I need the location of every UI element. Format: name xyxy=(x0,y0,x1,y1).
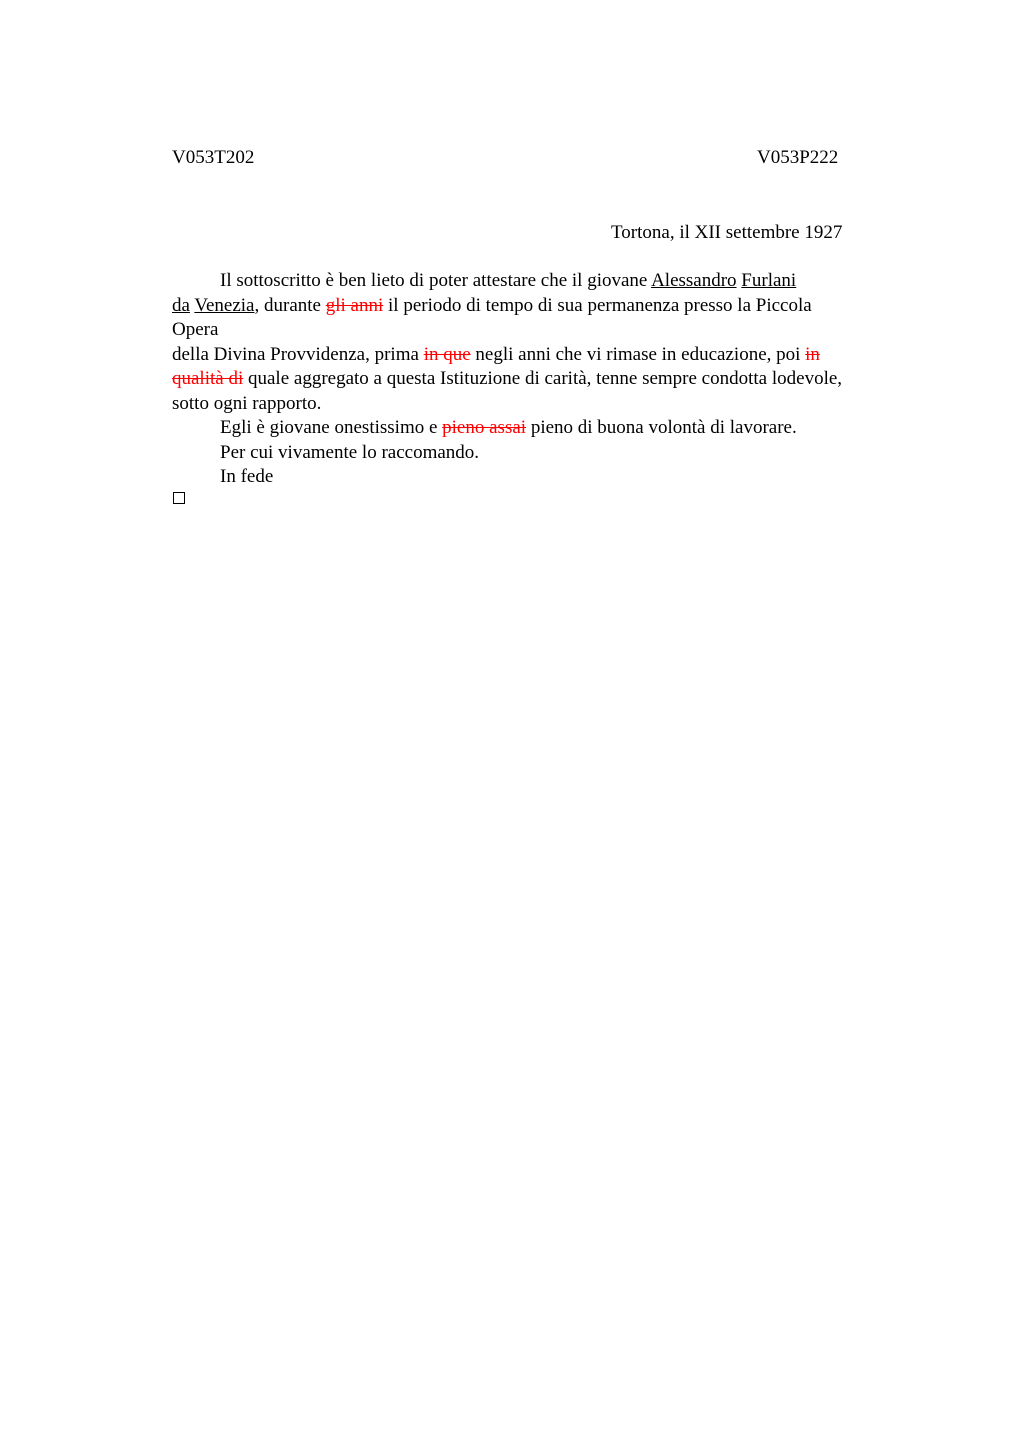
paragraph-1-line-5 xyxy=(172,367,842,392)
underlined-da: da xyxy=(172,295,190,316)
underlined-surname: Furlani xyxy=(741,270,797,291)
text-run: quale aggregato a questa Istituzione di carità, tenne sempre condotta lodevole, xyxy=(243,368,843,389)
deleted-text: gli anni xyxy=(325,295,384,316)
date-line: Tortona, il XII settembre 1927 xyxy=(611,222,843,243)
archive-code-right: V053P222 xyxy=(757,147,839,168)
text-run: il periodo di tempo di sua permanenza presso la Piccola xyxy=(383,295,812,316)
text-run: della Divina Provvidenza, prima xyxy=(172,344,424,365)
deleted-text: qualità di xyxy=(172,368,244,389)
paragraph-4: In fede xyxy=(220,466,274,487)
text-run: Il sottoscritto è ben lieto di poter attestare che il giovane xyxy=(220,270,652,291)
paragraph-1-line-3: Opera xyxy=(172,319,219,340)
text-run: pieno di buona volontà di lavorare. xyxy=(526,417,797,438)
paragraph-3: Per cui vivamente lo raccomando. xyxy=(220,442,480,463)
underlined-city: Venezia xyxy=(194,295,255,316)
underlined-first-name: Alessandro xyxy=(651,270,737,291)
paragraph-2 xyxy=(220,416,797,441)
paragraph-1-line-1 xyxy=(220,269,796,294)
deleted-text: in que xyxy=(423,344,471,365)
text-run: negli anni che vi rimase in educazione, poi xyxy=(470,344,806,365)
checkbox-square-icon xyxy=(173,492,185,504)
paragraph-1-line-6: sotto ogni rapporto. xyxy=(172,393,322,414)
paragraph-1-line-2 xyxy=(172,294,812,319)
text-run: , durante xyxy=(254,295,326,316)
paragraph-1-line-4 xyxy=(172,343,820,368)
text-run: Egli è giovane onestissimo e xyxy=(220,417,443,438)
deleted-text: pieno assai xyxy=(442,417,527,438)
archive-code-left: V053T202 xyxy=(172,147,255,168)
deleted-text: in xyxy=(805,344,820,365)
